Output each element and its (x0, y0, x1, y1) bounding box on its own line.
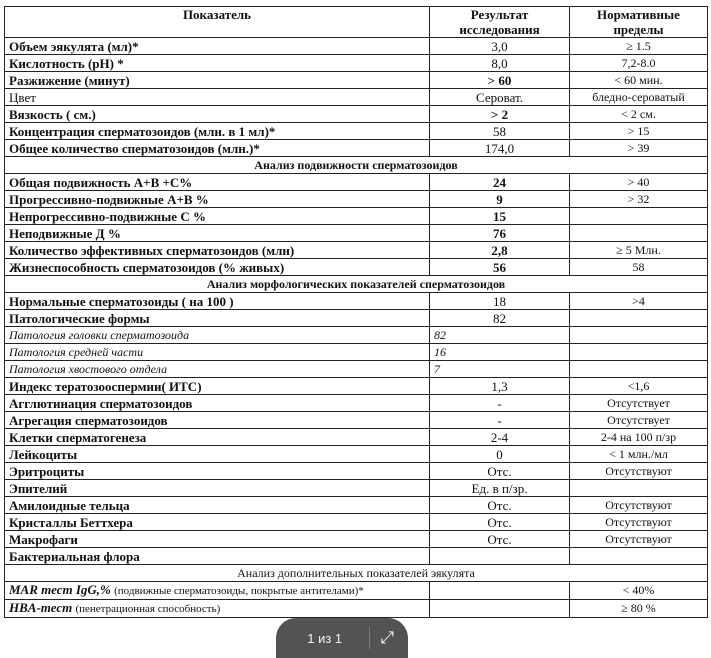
table-row (5, 55, 708, 72)
section-additional-title: Анализ дополнительных показателей эякулята (5, 565, 708, 582)
toolbar-divider (369, 627, 370, 649)
row-label: Общая подвижность А+В +С% (5, 174, 430, 191)
row-norm (570, 548, 708, 565)
row-label: Количество эффективных сперматозоидов (млн) (5, 242, 430, 259)
row-value: 2,8 (430, 242, 570, 259)
row-norm: бледно-сероватый (570, 89, 708, 106)
row-value: 8,0 (430, 55, 570, 72)
row-label: Прогрессивно-подвижные А+В % (5, 191, 430, 208)
row-label-note: (пенетрационная способность) (75, 603, 221, 615)
row-label: Амилоидные тельца (5, 497, 430, 514)
results-table (4, 6, 708, 618)
row-norm (570, 480, 708, 497)
row-value: 3,0 (430, 38, 570, 55)
row-label: Вязкость ( см.) (5, 106, 430, 123)
section-row (5, 157, 708, 174)
row-value: 15 (430, 208, 570, 225)
row-label: Лейкоциты (5, 446, 430, 463)
header-indicator: Показатель (5, 7, 430, 38)
table-header-row (5, 7, 708, 38)
table-row (5, 208, 708, 225)
row-norm: ≥ 1.5 (570, 38, 708, 55)
table-row (5, 225, 708, 242)
row-norm: < 60 мин. (570, 72, 708, 89)
row-label: Объем эякулята (мл)* (5, 38, 430, 55)
row-value: 9 (430, 191, 570, 208)
row-value: 1,3 (430, 378, 570, 395)
table-row (5, 480, 708, 497)
row-value: 0 (430, 446, 570, 463)
row-value: Ед. в п/зр. (430, 480, 570, 497)
table-row (5, 361, 708, 378)
other-rows (5, 378, 708, 565)
row-value: 82 (430, 310, 570, 327)
row-label: Нормальные сперматозоиды ( на 100 ) (5, 293, 430, 310)
row-value: Отс. (430, 514, 570, 531)
expand-icon[interactable]: ⤢ (380, 628, 394, 647)
row-value: > 2 (430, 106, 570, 123)
row-label-name: HBA-тест (9, 600, 73, 615)
pathology-rows (5, 327, 708, 378)
row-norm (570, 327, 708, 344)
row-value: - (430, 412, 570, 429)
row-value: 2-4 (430, 429, 570, 446)
section-motility-title: Анализ подвижности сперматозоидов (5, 157, 708, 174)
row-label: Кристаллы Беттхера (5, 514, 430, 531)
row-label: Цвет (5, 89, 430, 106)
row-label: Патология хвостового отдела (5, 361, 430, 378)
table-row (5, 293, 708, 310)
table-row (5, 582, 708, 600)
row-label: Агрегация сперматозоидов (5, 412, 430, 429)
table-row (5, 310, 708, 327)
additional-rows (5, 582, 708, 618)
row-value (430, 600, 570, 618)
row-label: Макрофаги (5, 531, 430, 548)
section-row (5, 276, 708, 293)
row-value: - (430, 395, 570, 412)
table-row (5, 38, 708, 55)
row-label (5, 582, 430, 600)
section-row (5, 565, 708, 582)
table-row (5, 174, 708, 191)
row-norm: ≥ 5 Млн. (570, 242, 708, 259)
row-value: 76 (430, 225, 570, 242)
row-value: 58 (430, 123, 570, 140)
page-viewer-toolbar (276, 618, 408, 658)
row-label: Патология средней части (5, 344, 430, 361)
row-label: Жизнеспособность сперматозоидов (% живых) (5, 259, 430, 276)
table-row (5, 446, 708, 463)
row-label: Бактериальная флора (5, 548, 430, 565)
row-value: Сероват. (430, 89, 570, 106)
row-norm: Отсутствуют (570, 497, 708, 514)
row-value: 7 (430, 361, 570, 378)
row-value: Отс. (430, 463, 570, 480)
row-value: Отс. (430, 531, 570, 548)
row-norm: < 2 см. (570, 106, 708, 123)
row-label: Непрогрессивно-подвижные С % (5, 208, 430, 225)
row-label: Патология головки сперматозоида (5, 327, 430, 344)
row-label: Клетки сперматогенеза (5, 429, 430, 446)
table-row (5, 463, 708, 480)
row-norm: > 32 (570, 191, 708, 208)
row-norm: Отсутствуют (570, 531, 708, 548)
row-value: Отс. (430, 497, 570, 514)
row-norm: >4 (570, 293, 708, 310)
table-row (5, 514, 708, 531)
row-norm (570, 361, 708, 378)
row-value: > 60 (430, 72, 570, 89)
row-value: 24 (430, 174, 570, 191)
row-norm: 7,2-8.0 (570, 55, 708, 72)
row-label: Патологические формы (5, 310, 430, 327)
row-value: 174,0 (430, 140, 570, 157)
row-norm: < 40% (570, 582, 708, 600)
table-row (5, 412, 708, 429)
table-row (5, 548, 708, 565)
table-row (5, 140, 708, 157)
section-morphology-title: Анализ морфологических показателей сперматозоидов (5, 276, 708, 293)
row-norm: 2-4 на 100 п/зр (570, 429, 708, 446)
row-label: Индекс тератозооспермии( ИТС) (5, 378, 430, 395)
table-row (5, 259, 708, 276)
row-norm: Отсутствует (570, 395, 708, 412)
row-label: Кислотность (рН) * (5, 55, 430, 72)
table-row (5, 191, 708, 208)
row-norm (570, 225, 708, 242)
table-row (5, 344, 708, 361)
motility-rows (5, 174, 708, 276)
row-norm (570, 310, 708, 327)
row-value: 56 (430, 259, 570, 276)
row-value (430, 548, 570, 565)
table-row (5, 395, 708, 412)
row-label: Концентрация сперматозоидов (млн. в 1 мл)* (5, 123, 430, 140)
row-norm: Отсутствуют (570, 463, 708, 480)
row-label: Эпителий (5, 480, 430, 497)
table-row (5, 72, 708, 89)
row-value (430, 582, 570, 600)
row-norm: <1,6 (570, 378, 708, 395)
table-row (5, 497, 708, 514)
row-value: 82 (430, 327, 570, 344)
row-label (5, 600, 430, 618)
row-label-name: MAR тест IgG,% (9, 582, 111, 597)
row-norm: 58 (570, 259, 708, 276)
row-label: Эритроциты (5, 463, 430, 480)
row-norm: > 15 (570, 123, 708, 140)
main-rows (5, 38, 708, 157)
header-result: Результат исследования (430, 7, 570, 38)
row-value: 18 (430, 293, 570, 310)
row-label: Общее количество сперматозоидов (млн.)* (5, 140, 430, 157)
row-norm (570, 344, 708, 361)
row-label: Неподвижные Д % (5, 225, 430, 242)
table-row (5, 123, 708, 140)
row-label-note: (подвижные сперматозоиды, покрытые антителами)* (114, 585, 364, 597)
table-row (5, 327, 708, 344)
row-norm: < 1 млн./мл (570, 446, 708, 463)
morphology-rows (5, 293, 708, 327)
row-label: Агглютинация сперматозоидов (5, 395, 430, 412)
table-row (5, 378, 708, 395)
row-norm: > 40 (570, 174, 708, 191)
table-row (5, 531, 708, 548)
row-label: Разжижение (минут) (5, 72, 430, 89)
row-norm: > 39 (570, 140, 708, 157)
table-row (5, 242, 708, 259)
header-norm: Нормативные пределы (570, 7, 708, 38)
row-value: 16 (430, 344, 570, 361)
table-row (5, 600, 708, 618)
row-norm (570, 208, 708, 225)
table-row (5, 429, 708, 446)
row-norm: ≥ 80 % (570, 600, 708, 618)
table-row (5, 106, 708, 123)
table-row (5, 89, 708, 106)
row-norm: Отсутствуют (570, 514, 708, 531)
page-counter: 1 из 1 (307, 630, 343, 646)
row-norm: Отсутствует (570, 412, 708, 429)
